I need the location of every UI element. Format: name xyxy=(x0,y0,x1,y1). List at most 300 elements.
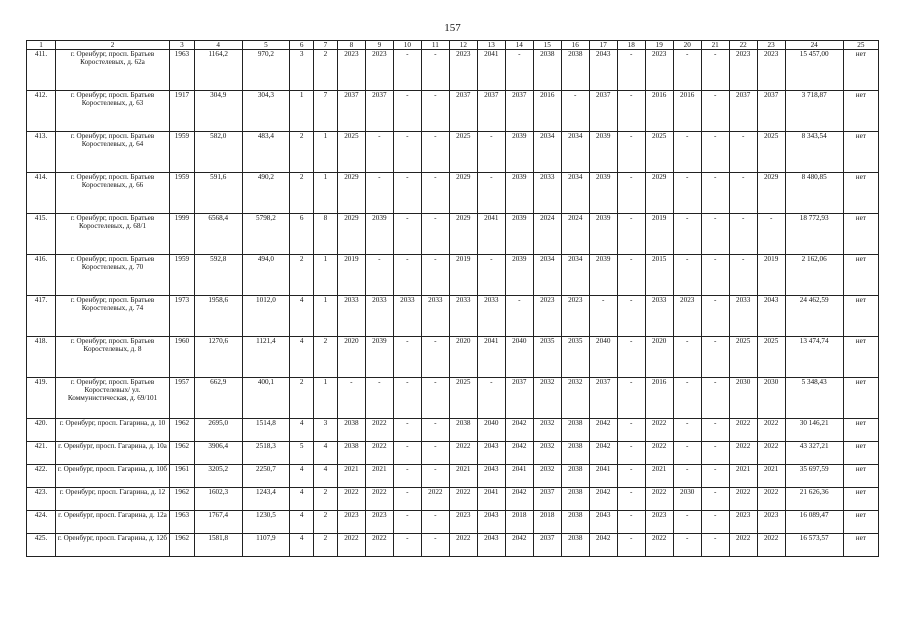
table-cell: 2023 xyxy=(729,511,757,534)
row-index: 412. xyxy=(27,91,56,132)
table-cell: 1243,4 xyxy=(242,488,290,511)
table-cell: 304,3 xyxy=(242,91,290,132)
table-cell: 2038 xyxy=(561,50,589,91)
table-cell: - xyxy=(701,511,729,534)
table-cell: 13 474,74 xyxy=(785,337,843,378)
table-cell: 2034 xyxy=(561,173,589,214)
table-cell: нет xyxy=(843,296,878,337)
address-cell: г. Оренбург, просп. Гагарина, д. 12 xyxy=(56,488,170,511)
table-cell: нет xyxy=(843,337,878,378)
table-cell: 2024 xyxy=(533,214,561,255)
table-cell: 2021 xyxy=(645,465,673,488)
row-index: 422. xyxy=(27,465,56,488)
table-row xyxy=(27,337,879,378)
table-cell: - xyxy=(393,534,421,557)
table-cell: - xyxy=(421,337,449,378)
address-cell: г. Оренбург, просп. Братьев Коростелевых, д. 68/1 xyxy=(56,214,170,255)
column-header: 3 xyxy=(170,41,195,50)
table-cell: 2032 xyxy=(533,419,561,442)
table-cell: 2033 xyxy=(337,296,365,337)
table-row xyxy=(27,442,879,465)
address-cell: г. Оренбург, просп. Гагарина, д. 12б xyxy=(56,534,170,557)
table-cell: 2022 xyxy=(365,488,393,511)
table-row xyxy=(27,132,879,173)
table-cell: 35 697,59 xyxy=(785,465,843,488)
table-cell: 2041 xyxy=(589,465,617,488)
table-cell: - xyxy=(617,337,645,378)
table-cell: - xyxy=(617,296,645,337)
table-cell: нет xyxy=(843,511,878,534)
table-cell: 4 xyxy=(290,534,314,557)
table-cell: 2021 xyxy=(449,465,477,488)
table-cell: 2021 xyxy=(729,465,757,488)
table-cell: нет xyxy=(843,488,878,511)
column-header: 19 xyxy=(645,41,673,50)
table-cell: 2035 xyxy=(533,337,561,378)
table-cell: 2022 xyxy=(449,442,477,465)
table-cell: 2041 xyxy=(477,337,505,378)
table-cell: 18 772,93 xyxy=(785,214,843,255)
address-cell: г. Оренбург, просп. Братьев Коростелевых/ ул. Коммунистическая, д. 69/101 xyxy=(56,378,170,419)
table-cell: 2 xyxy=(314,50,338,91)
table-cell: 2 xyxy=(290,378,314,419)
table-cell: 2043 xyxy=(477,534,505,557)
table-cell: 970,2 xyxy=(242,50,290,91)
table-cell: 2038 xyxy=(337,442,365,465)
table-cell: 2029 xyxy=(449,214,477,255)
table-cell: 1230,5 xyxy=(242,511,290,534)
table-cell: - xyxy=(393,255,421,296)
table-cell: - xyxy=(701,91,729,132)
table-cell: - xyxy=(421,442,449,465)
address-cell: г. Оренбург, просп. Гагарина, д. 10а xyxy=(56,442,170,465)
column-header: 24 xyxy=(785,41,843,50)
column-header: 18 xyxy=(617,41,645,50)
table-cell: 2518,3 xyxy=(242,442,290,465)
table-cell: 2033 xyxy=(645,296,673,337)
table-cell: 43 327,21 xyxy=(785,442,843,465)
table-cell: 5 348,43 xyxy=(785,378,843,419)
table-cell: 2039 xyxy=(505,173,533,214)
table-cell: 1962 xyxy=(170,442,195,465)
table-cell: 2032 xyxy=(561,378,589,419)
table-cell: 2023 xyxy=(729,50,757,91)
table-cell: 592,8 xyxy=(194,255,242,296)
table-cell: нет xyxy=(843,173,878,214)
row-index: 419. xyxy=(27,378,56,419)
address-cell: г. Оренбург, просп. Братьев Коростелевых, д. 8 xyxy=(56,337,170,378)
table-cell: 2038 xyxy=(561,442,589,465)
table-cell: 400,1 xyxy=(242,378,290,419)
table-cell: 2039 xyxy=(365,337,393,378)
column-header: 1 xyxy=(27,41,56,50)
table-cell: 1602,3 xyxy=(194,488,242,511)
table-cell: нет xyxy=(843,91,878,132)
table-cell: - xyxy=(421,173,449,214)
table-cell: 2022 xyxy=(337,534,365,557)
table-cell: 2021 xyxy=(365,465,393,488)
table-cell: 2022 xyxy=(365,534,393,557)
address-cell: г. Оренбург, просп. Братьев Коростелевых, д. 70 xyxy=(56,255,170,296)
table-row xyxy=(27,511,879,534)
table-cell: 2019 xyxy=(757,255,785,296)
table-cell: 2023 xyxy=(533,296,561,337)
table-cell: 2023 xyxy=(645,50,673,91)
table-cell: 2039 xyxy=(505,214,533,255)
table-cell: 2019 xyxy=(449,255,477,296)
table-cell: - xyxy=(561,91,589,132)
table-cell: 8 343,54 xyxy=(785,132,843,173)
table-cell: 2034 xyxy=(533,255,561,296)
row-index: 420. xyxy=(27,419,56,442)
column-header: 16 xyxy=(561,41,589,50)
table-cell: - xyxy=(673,378,701,419)
table-cell: - xyxy=(393,378,421,419)
table-cell: 2037 xyxy=(365,91,393,132)
table-cell: 1962 xyxy=(170,488,195,511)
table-cell: 2021 xyxy=(337,465,365,488)
table-cell: 2022 xyxy=(449,488,477,511)
table-cell: 7 xyxy=(314,91,338,132)
table-cell: 5798,2 xyxy=(242,214,290,255)
table-cell: - xyxy=(729,173,757,214)
table-cell: 2041 xyxy=(477,214,505,255)
table-cell: - xyxy=(617,132,645,173)
column-header: 21 xyxy=(701,41,729,50)
address-cell: г. Оренбург, просп. Братьев Коростелевых, д. 66 xyxy=(56,173,170,214)
table-cell: 1 xyxy=(314,132,338,173)
table-cell: 2033 xyxy=(477,296,505,337)
table-cell: 582,0 xyxy=(194,132,242,173)
table-cell: 2042 xyxy=(589,419,617,442)
table-row xyxy=(27,534,879,557)
column-header: 10 xyxy=(393,41,421,50)
column-header: 22 xyxy=(729,41,757,50)
row-index: 425. xyxy=(27,534,56,557)
table-cell: нет xyxy=(843,419,878,442)
column-header: 13 xyxy=(477,41,505,50)
table-cell: - xyxy=(393,465,421,488)
header-row xyxy=(27,41,879,50)
table-cell: 1 xyxy=(290,91,314,132)
table-cell: - xyxy=(477,255,505,296)
table-cell: 4 xyxy=(290,296,314,337)
table-cell: 2022 xyxy=(729,419,757,442)
table-cell: - xyxy=(729,214,757,255)
table-cell: 2038 xyxy=(561,465,589,488)
table-cell: 1961 xyxy=(170,465,195,488)
table-cell: 3 xyxy=(290,50,314,91)
table-cell: 2038 xyxy=(449,419,477,442)
table-cell: 2037 xyxy=(729,91,757,132)
address-cell: г. Оренбург, просп. Братьев Коростелевых, д. 62а xyxy=(56,50,170,91)
table-cell: - xyxy=(701,132,729,173)
table-cell: 2019 xyxy=(645,214,673,255)
table-cell: 2037 xyxy=(589,378,617,419)
table-cell: - xyxy=(673,255,701,296)
table-cell: 2022 xyxy=(645,488,673,511)
table-cell: 2041 xyxy=(477,488,505,511)
table-cell: 2023 xyxy=(757,511,785,534)
table-cell: 2038 xyxy=(561,511,589,534)
table-cell: 2042 xyxy=(589,534,617,557)
table-cell: 662,9 xyxy=(194,378,242,419)
table-cell: - xyxy=(617,214,645,255)
table-row xyxy=(27,378,879,419)
table-body xyxy=(27,50,879,557)
table-cell: 2043 xyxy=(477,442,505,465)
table-cell: 2019 xyxy=(337,255,365,296)
table-cell: 2034 xyxy=(561,132,589,173)
table-cell: 2032 xyxy=(533,442,561,465)
row-index: 413. xyxy=(27,132,56,173)
table-cell: 2023 xyxy=(449,511,477,534)
table-cell: 2023 xyxy=(757,50,785,91)
table-cell: 2043 xyxy=(589,50,617,91)
table-cell: 2029 xyxy=(337,214,365,255)
table-cell: 2029 xyxy=(757,173,785,214)
column-header: 8 xyxy=(337,41,365,50)
table-cell: 1514,8 xyxy=(242,419,290,442)
table-cell: 1963 xyxy=(170,50,195,91)
table-cell: 2037 xyxy=(757,91,785,132)
table-cell: 2022 xyxy=(645,442,673,465)
table-cell: - xyxy=(701,534,729,557)
table-cell: 2039 xyxy=(589,255,617,296)
table-cell: - xyxy=(477,378,505,419)
table-cell: 2022 xyxy=(645,534,673,557)
table-cell: 2030 xyxy=(673,488,701,511)
table-cell: нет xyxy=(843,50,878,91)
table-cell: 2016 xyxy=(533,91,561,132)
table-cell: 2022 xyxy=(757,442,785,465)
table-row xyxy=(27,173,879,214)
table-cell: 2029 xyxy=(449,173,477,214)
table-cell: - xyxy=(729,255,757,296)
table-cell: - xyxy=(701,255,729,296)
table-cell: - xyxy=(617,442,645,465)
table-cell: 2 xyxy=(290,173,314,214)
table-cell: 1121,4 xyxy=(242,337,290,378)
table-cell: 2039 xyxy=(365,214,393,255)
table-cell: 1958,6 xyxy=(194,296,242,337)
row-index: 418. xyxy=(27,337,56,378)
table-cell: 2038 xyxy=(533,50,561,91)
table-cell: 2023 xyxy=(645,511,673,534)
table-cell: - xyxy=(393,91,421,132)
table-cell: 1270,6 xyxy=(194,337,242,378)
table-cell: - xyxy=(673,534,701,557)
table-cell: - xyxy=(505,50,533,91)
table-cell: 2029 xyxy=(337,173,365,214)
table-cell: 2043 xyxy=(757,296,785,337)
table-cell: - xyxy=(393,419,421,442)
table-cell: нет xyxy=(843,214,878,255)
address-cell: г. Оренбург, просп. Гагарина, д. 10 xyxy=(56,419,170,442)
table-cell: 2033 xyxy=(365,296,393,337)
table-cell: - xyxy=(393,511,421,534)
table-cell: 1012,0 xyxy=(242,296,290,337)
table-cell: 2037 xyxy=(505,378,533,419)
table-cell: 2695,0 xyxy=(194,419,242,442)
table-cell: 15 457,00 xyxy=(785,50,843,91)
column-header: 20 xyxy=(673,41,701,50)
table-cell: - xyxy=(393,488,421,511)
table-cell: нет xyxy=(843,132,878,173)
table-cell: - xyxy=(701,173,729,214)
table-cell: 2033 xyxy=(533,173,561,214)
table-cell: 2039 xyxy=(505,255,533,296)
table-cell: 2022 xyxy=(365,419,393,442)
column-header: 15 xyxy=(533,41,561,50)
table-cell: 2038 xyxy=(561,534,589,557)
table-cell: 2038 xyxy=(337,419,365,442)
table-cell: 1962 xyxy=(170,419,195,442)
table-cell: - xyxy=(421,214,449,255)
table-cell: - xyxy=(701,419,729,442)
table-cell: 2023 xyxy=(337,50,365,91)
table-cell: - xyxy=(673,419,701,442)
table-cell: 8 xyxy=(314,214,338,255)
table-cell: - xyxy=(393,50,421,91)
table-row xyxy=(27,465,879,488)
table-cell: 2033 xyxy=(421,296,449,337)
table-cell: 483,4 xyxy=(242,132,290,173)
table-cell: - xyxy=(673,465,701,488)
table-cell: 2037 xyxy=(337,91,365,132)
table-cell: - xyxy=(701,296,729,337)
column-header: 9 xyxy=(365,41,393,50)
table-cell: - xyxy=(477,132,505,173)
table-cell: - xyxy=(421,465,449,488)
row-index: 411. xyxy=(27,50,56,91)
row-index: 417. xyxy=(27,296,56,337)
table-cell: 2021 xyxy=(757,465,785,488)
table-cell: 2022 xyxy=(757,419,785,442)
address-cell: г. Оренбург, просп. Братьев Коростелевых, д. 74 xyxy=(56,296,170,337)
table-cell: 2023 xyxy=(365,511,393,534)
table-cell: нет xyxy=(843,442,878,465)
table-cell: 4 xyxy=(290,511,314,534)
table-cell: 2022 xyxy=(729,534,757,557)
column-header: 4 xyxy=(194,41,242,50)
table-cell: 2030 xyxy=(729,378,757,419)
table-cell: 6568,4 xyxy=(194,214,242,255)
table-cell: 1917 xyxy=(170,91,195,132)
table-cell: 2 xyxy=(314,488,338,511)
column-header: 23 xyxy=(757,41,785,50)
row-index: 416. xyxy=(27,255,56,296)
table-cell: 2041 xyxy=(505,465,533,488)
column-header: 25 xyxy=(843,41,878,50)
table-cell: - xyxy=(617,465,645,488)
table-cell: - xyxy=(337,378,365,419)
table-cell: 6 xyxy=(290,214,314,255)
table-cell: 2022 xyxy=(449,534,477,557)
table-cell: 4 xyxy=(314,465,338,488)
table-cell: - xyxy=(421,255,449,296)
table-cell: 4 xyxy=(290,419,314,442)
table-cell: - xyxy=(421,91,449,132)
table-cell: 2022 xyxy=(757,488,785,511)
table-cell: 2029 xyxy=(645,173,673,214)
table-cell: 16 573,57 xyxy=(785,534,843,557)
table-cell: 2020 xyxy=(645,337,673,378)
column-header: 11 xyxy=(421,41,449,50)
table-cell: 2040 xyxy=(477,419,505,442)
table-cell: 490,2 xyxy=(242,173,290,214)
table-cell: 2020 xyxy=(337,337,365,378)
table-cell: нет xyxy=(843,378,878,419)
column-header: 7 xyxy=(314,41,338,50)
row-index: 423. xyxy=(27,488,56,511)
table-cell: 2250,7 xyxy=(242,465,290,488)
table-cell: 2022 xyxy=(645,419,673,442)
table-cell: 2037 xyxy=(533,534,561,557)
table-cell: 2042 xyxy=(589,488,617,511)
table-cell: 1959 xyxy=(170,132,195,173)
table-cell: 2042 xyxy=(505,419,533,442)
table-cell: - xyxy=(393,214,421,255)
address-cell: г. Оренбург, просп. Братьев Коростелевых, д. 64 xyxy=(56,132,170,173)
table-cell: - xyxy=(617,419,645,442)
table-cell: - xyxy=(701,442,729,465)
table-cell: - xyxy=(617,488,645,511)
table-cell: 3 718,87 xyxy=(785,91,843,132)
table-cell: 3906,4 xyxy=(194,442,242,465)
table-cell: - xyxy=(393,337,421,378)
table-cell: 2039 xyxy=(589,173,617,214)
table-cell: 2037 xyxy=(533,488,561,511)
table-cell: 1959 xyxy=(170,255,195,296)
register-table xyxy=(26,40,879,557)
table-cell: - xyxy=(729,132,757,173)
table-cell: 2032 xyxy=(533,378,561,419)
table-cell: 1 xyxy=(314,173,338,214)
table-cell: - xyxy=(617,91,645,132)
table-cell: 1999 xyxy=(170,214,195,255)
table-cell: - xyxy=(673,442,701,465)
address-cell: г. Оренбург, просп. Гагарина, д. 12а xyxy=(56,511,170,534)
table-cell: - xyxy=(365,378,393,419)
table-cell: - xyxy=(421,132,449,173)
table-cell: 2023 xyxy=(561,296,589,337)
table-cell: 304,9 xyxy=(194,91,242,132)
table-cell: 2022 xyxy=(729,442,757,465)
table-cell: - xyxy=(673,173,701,214)
table-cell: 2033 xyxy=(393,296,421,337)
table-cell: 2 xyxy=(290,132,314,173)
table-cell: 2038 xyxy=(561,488,589,511)
table-cell: 2022 xyxy=(365,442,393,465)
table-cell: - xyxy=(505,296,533,337)
table-cell: - xyxy=(393,173,421,214)
table-cell: 2016 xyxy=(673,91,701,132)
table-cell: 2016 xyxy=(645,378,673,419)
table-cell: 21 626,36 xyxy=(785,488,843,511)
table-cell: - xyxy=(421,50,449,91)
table-cell: 2023 xyxy=(365,50,393,91)
column-header: 5 xyxy=(242,41,290,50)
table-row xyxy=(27,419,879,442)
table-cell: 30 146,21 xyxy=(785,419,843,442)
row-index: 414. xyxy=(27,173,56,214)
table-cell: 2022 xyxy=(337,488,365,511)
table-cell: 2020 xyxy=(449,337,477,378)
table-cell: 2042 xyxy=(505,488,533,511)
table-cell: - xyxy=(421,534,449,557)
table-cell: 2037 xyxy=(505,91,533,132)
